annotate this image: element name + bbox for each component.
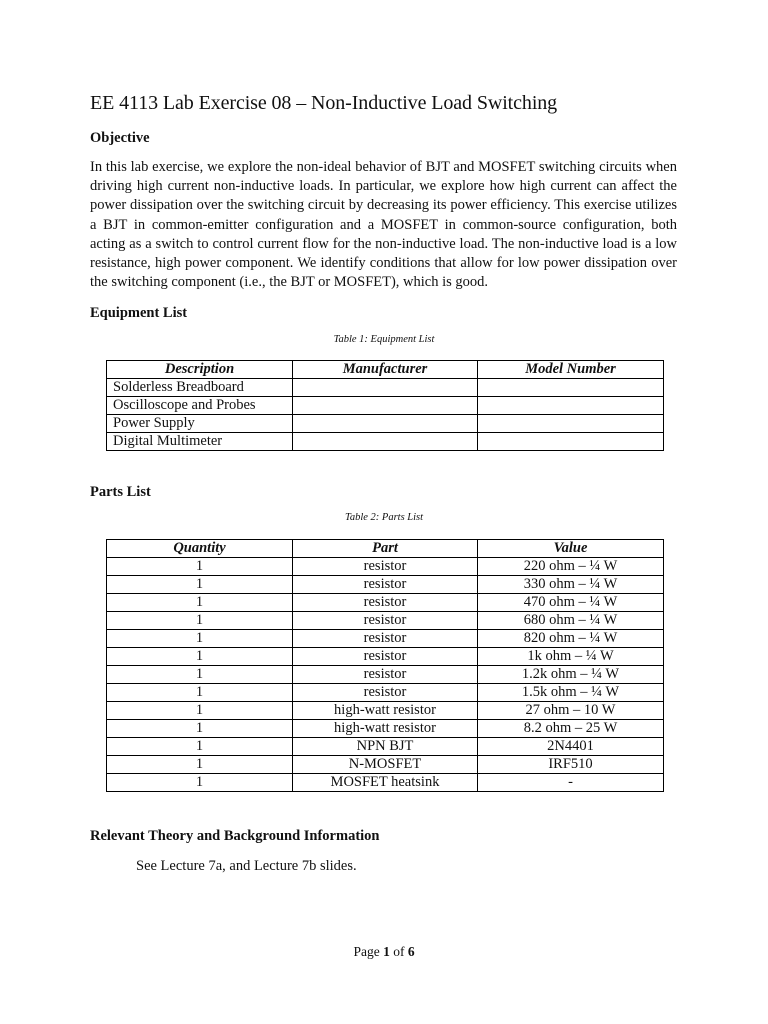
- table-cell: resistor: [293, 648, 478, 666]
- table-cell: resistor: [293, 594, 478, 612]
- table-cell: resistor: [293, 558, 478, 576]
- column-header: Part: [293, 540, 478, 558]
- column-header: Description: [107, 361, 293, 379]
- table-cell: 330 ohm – ¼ W: [478, 576, 664, 594]
- column-header: Value: [478, 540, 664, 558]
- table-cell: 1: [107, 576, 293, 594]
- table-row: [107, 397, 664, 415]
- table-row: [107, 594, 664, 612]
- equipment-table: [106, 360, 664, 451]
- table-cell: 1: [107, 594, 293, 612]
- table-cell: 1: [107, 666, 293, 684]
- table-cell: 1: [107, 648, 293, 666]
- page-total: 6: [407, 944, 415, 959]
- table-row: [107, 702, 664, 720]
- table-cell: 1: [107, 720, 293, 738]
- objective-heading: Objective: [90, 130, 150, 146]
- table-cell: high-watt resistor: [293, 702, 478, 720]
- table-cell: 1: [107, 684, 293, 702]
- table-cell: 680 ohm – ¼ W: [478, 612, 664, 630]
- table-cell: 1: [107, 756, 293, 774]
- table-cell: NPN BJT: [293, 738, 478, 756]
- table-cell: [478, 379, 664, 397]
- table-cell: 220 ohm – ¼ W: [478, 558, 664, 576]
- table-row: [107, 774, 664, 792]
- table-row: [107, 433, 664, 451]
- table-cell: N-MOSFET: [293, 756, 478, 774]
- table-cell: [478, 415, 664, 433]
- table-cell: 8.2 ohm – 25 W: [478, 720, 664, 738]
- table-cell: [293, 415, 478, 433]
- table-cell: resistor: [293, 612, 478, 630]
- table-cell: 820 ohm – ¼ W: [478, 630, 664, 648]
- table-cell: resistor: [293, 666, 478, 684]
- table-row: [107, 738, 664, 756]
- table-row: [107, 666, 664, 684]
- table-row: [107, 720, 664, 738]
- equipment-table-caption: Table 1: Equipment List: [333, 334, 435, 345]
- page-title: EE 4113 Lab Exercise 08 – Non-Inductive Load Switching: [90, 92, 558, 114]
- table-cell: 1.2k ohm – ¼ W: [478, 666, 664, 684]
- table-row: [107, 756, 664, 774]
- table-cell: -: [478, 774, 664, 792]
- table-row: [107, 612, 664, 630]
- table-cell: [293, 379, 478, 397]
- parts-heading: Parts List: [90, 484, 151, 500]
- table-cell: 1.5k ohm – ¼ W: [478, 684, 664, 702]
- table-cell: 27 ohm – 10 W: [478, 702, 664, 720]
- page-prefix: Page: [353, 944, 384, 959]
- table-cell: 470 ohm – ¼ W: [478, 594, 664, 612]
- page-number: [0, 944, 768, 960]
- column-header: Manufacturer: [293, 361, 478, 379]
- table-cell: [293, 433, 478, 451]
- table-row: [107, 379, 664, 397]
- parts-table: [106, 539, 664, 792]
- table-cell: resistor: [293, 630, 478, 648]
- table-cell: high-watt resistor: [293, 720, 478, 738]
- table-cell: 1: [107, 738, 293, 756]
- table-row: [107, 684, 664, 702]
- table-header-row: [107, 540, 664, 558]
- table-row: [107, 415, 664, 433]
- table-cell: Power Supply: [107, 415, 293, 433]
- column-header: Quantity: [107, 540, 293, 558]
- parts-table-caption: Table 2: Parts List: [344, 512, 424, 523]
- column-header: Model Number: [478, 361, 664, 379]
- table-cell: 1: [107, 774, 293, 792]
- table-cell: 1: [107, 558, 293, 576]
- table-cell: 1: [107, 612, 293, 630]
- table-cell: MOSFET heatsink: [293, 774, 478, 792]
- theory-text: See Lecture 7a, and Lecture 7b slides.: [136, 858, 357, 874]
- table-row: [107, 576, 664, 594]
- table-cell: [478, 397, 664, 415]
- table-cell: 1k ohm – ¼ W: [478, 648, 664, 666]
- page-of: of: [389, 944, 408, 959]
- page-current: 1: [383, 944, 390, 959]
- table-cell: resistor: [293, 684, 478, 702]
- table-cell: 2N4401: [478, 738, 664, 756]
- table-cell: IRF510: [478, 756, 664, 774]
- table-cell: Digital Multimeter: [107, 433, 293, 451]
- theory-heading: Relevant Theory and Background Information: [90, 828, 380, 844]
- table-row: [107, 648, 664, 666]
- table-cell: [293, 397, 478, 415]
- table-row: [107, 558, 664, 576]
- table-cell: Oscilloscope and Probes: [107, 397, 293, 415]
- equipment-heading: Equipment List: [90, 305, 188, 321]
- table-cell: 1: [107, 702, 293, 720]
- table-cell: 1: [107, 630, 293, 648]
- table-cell: Solderless Breadboard: [107, 379, 293, 397]
- table-header-row: [107, 361, 664, 379]
- table-row: [107, 630, 664, 648]
- table-cell: [478, 433, 664, 451]
- table-cell: resistor: [293, 576, 478, 594]
- objective-paragraph: In this lab exercise, we explore the non-ideal behavior of BJT and MOSFET switching circuits when driving high current non-inductive loads. In particular, we explore how high current can affect the power dissipation over the switching circuit by decreasing its power efficiency. This exercise utilizes a BJT in common-emitter configuration and a MOSFET in common-source configuration, both acting as a switch to control current flow for the non-inductive load. The non-inductive load is a low resistance, high power component. We identify conditions that allow for low power dissipation over the switching component (i.e., the BJT or MOSFET), which is good.: [90, 159, 677, 291]
